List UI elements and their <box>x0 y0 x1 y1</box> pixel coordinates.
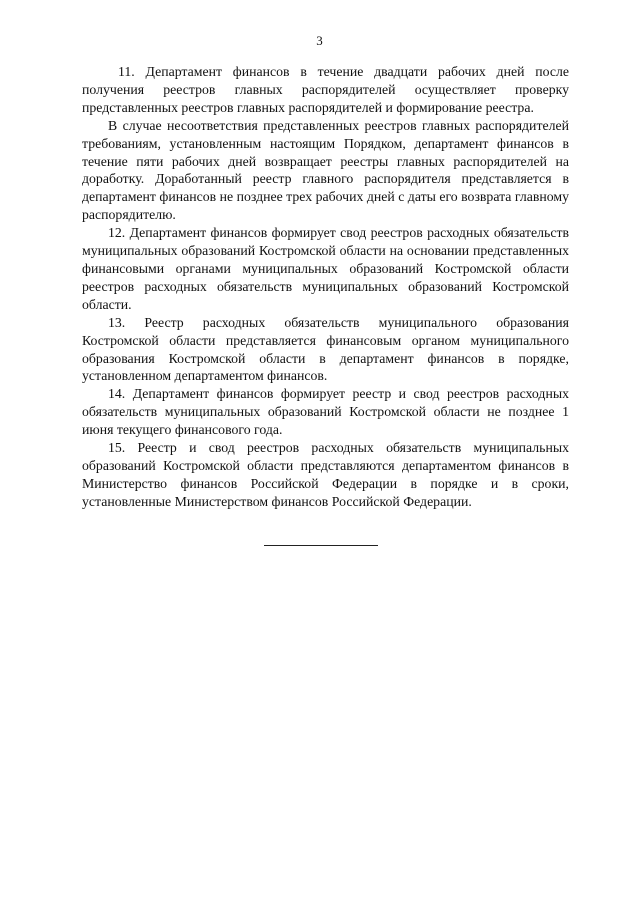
paragraph-13: 13. Реестр расходных обязательств муниципального образования Костромской области представляется финансовым органом муниципального образования Костромской области в департамент финансов в порядке, установленном департаментом финансов. <box>82 314 569 384</box>
paragraph-12: 12. Департамент финансов формирует свод реестров расходных обязательств муниципальных образований Костромской области на основании представленных финансовыми органами муниципальных образований Костромской области реестров расходных обязательств муниципальных образований Костромской области. <box>82 225 569 312</box>
paragraph-14: 14. Департамент финансов формирует реестр и свод реестров расходных обязательств муниципальных образований Костромской области не позднее 1 июня текущего финансового года. <box>82 386 569 438</box>
paragraph-11-continuation: В случае несоответствия представленных реестров главных распорядителей требованиям, установленным настоящим Порядком, департамент финансов в течение пяти рабочих дней возвращает реестры главных распорядителей на доработку. Доработанный реестр главного распорядителя представляется в департамент финансов не позднее трех рабочих дней с даты его возврата главному распорядителю. <box>82 117 569 223</box>
page-number: 3 <box>316 33 323 48</box>
paragraph-11: 11. Департамент финансов в течение двадцати рабочих дней после получения реестров главных распорядителей осуществляет проверку представленных реестров главных распорядителей и формирование реестра. <box>82 64 569 115</box>
end-divider <box>264 545 378 546</box>
paragraph-15: 15. Реестр и свод реестров расходных обязательств муниципальных образований Костромской области представляются департаментом финансов в Министерство финансов Российской Федерации в порядке и в сроки, установленные Министерством финансов Российской Федерации. <box>82 440 569 509</box>
document-body <box>82 63 569 511</box>
